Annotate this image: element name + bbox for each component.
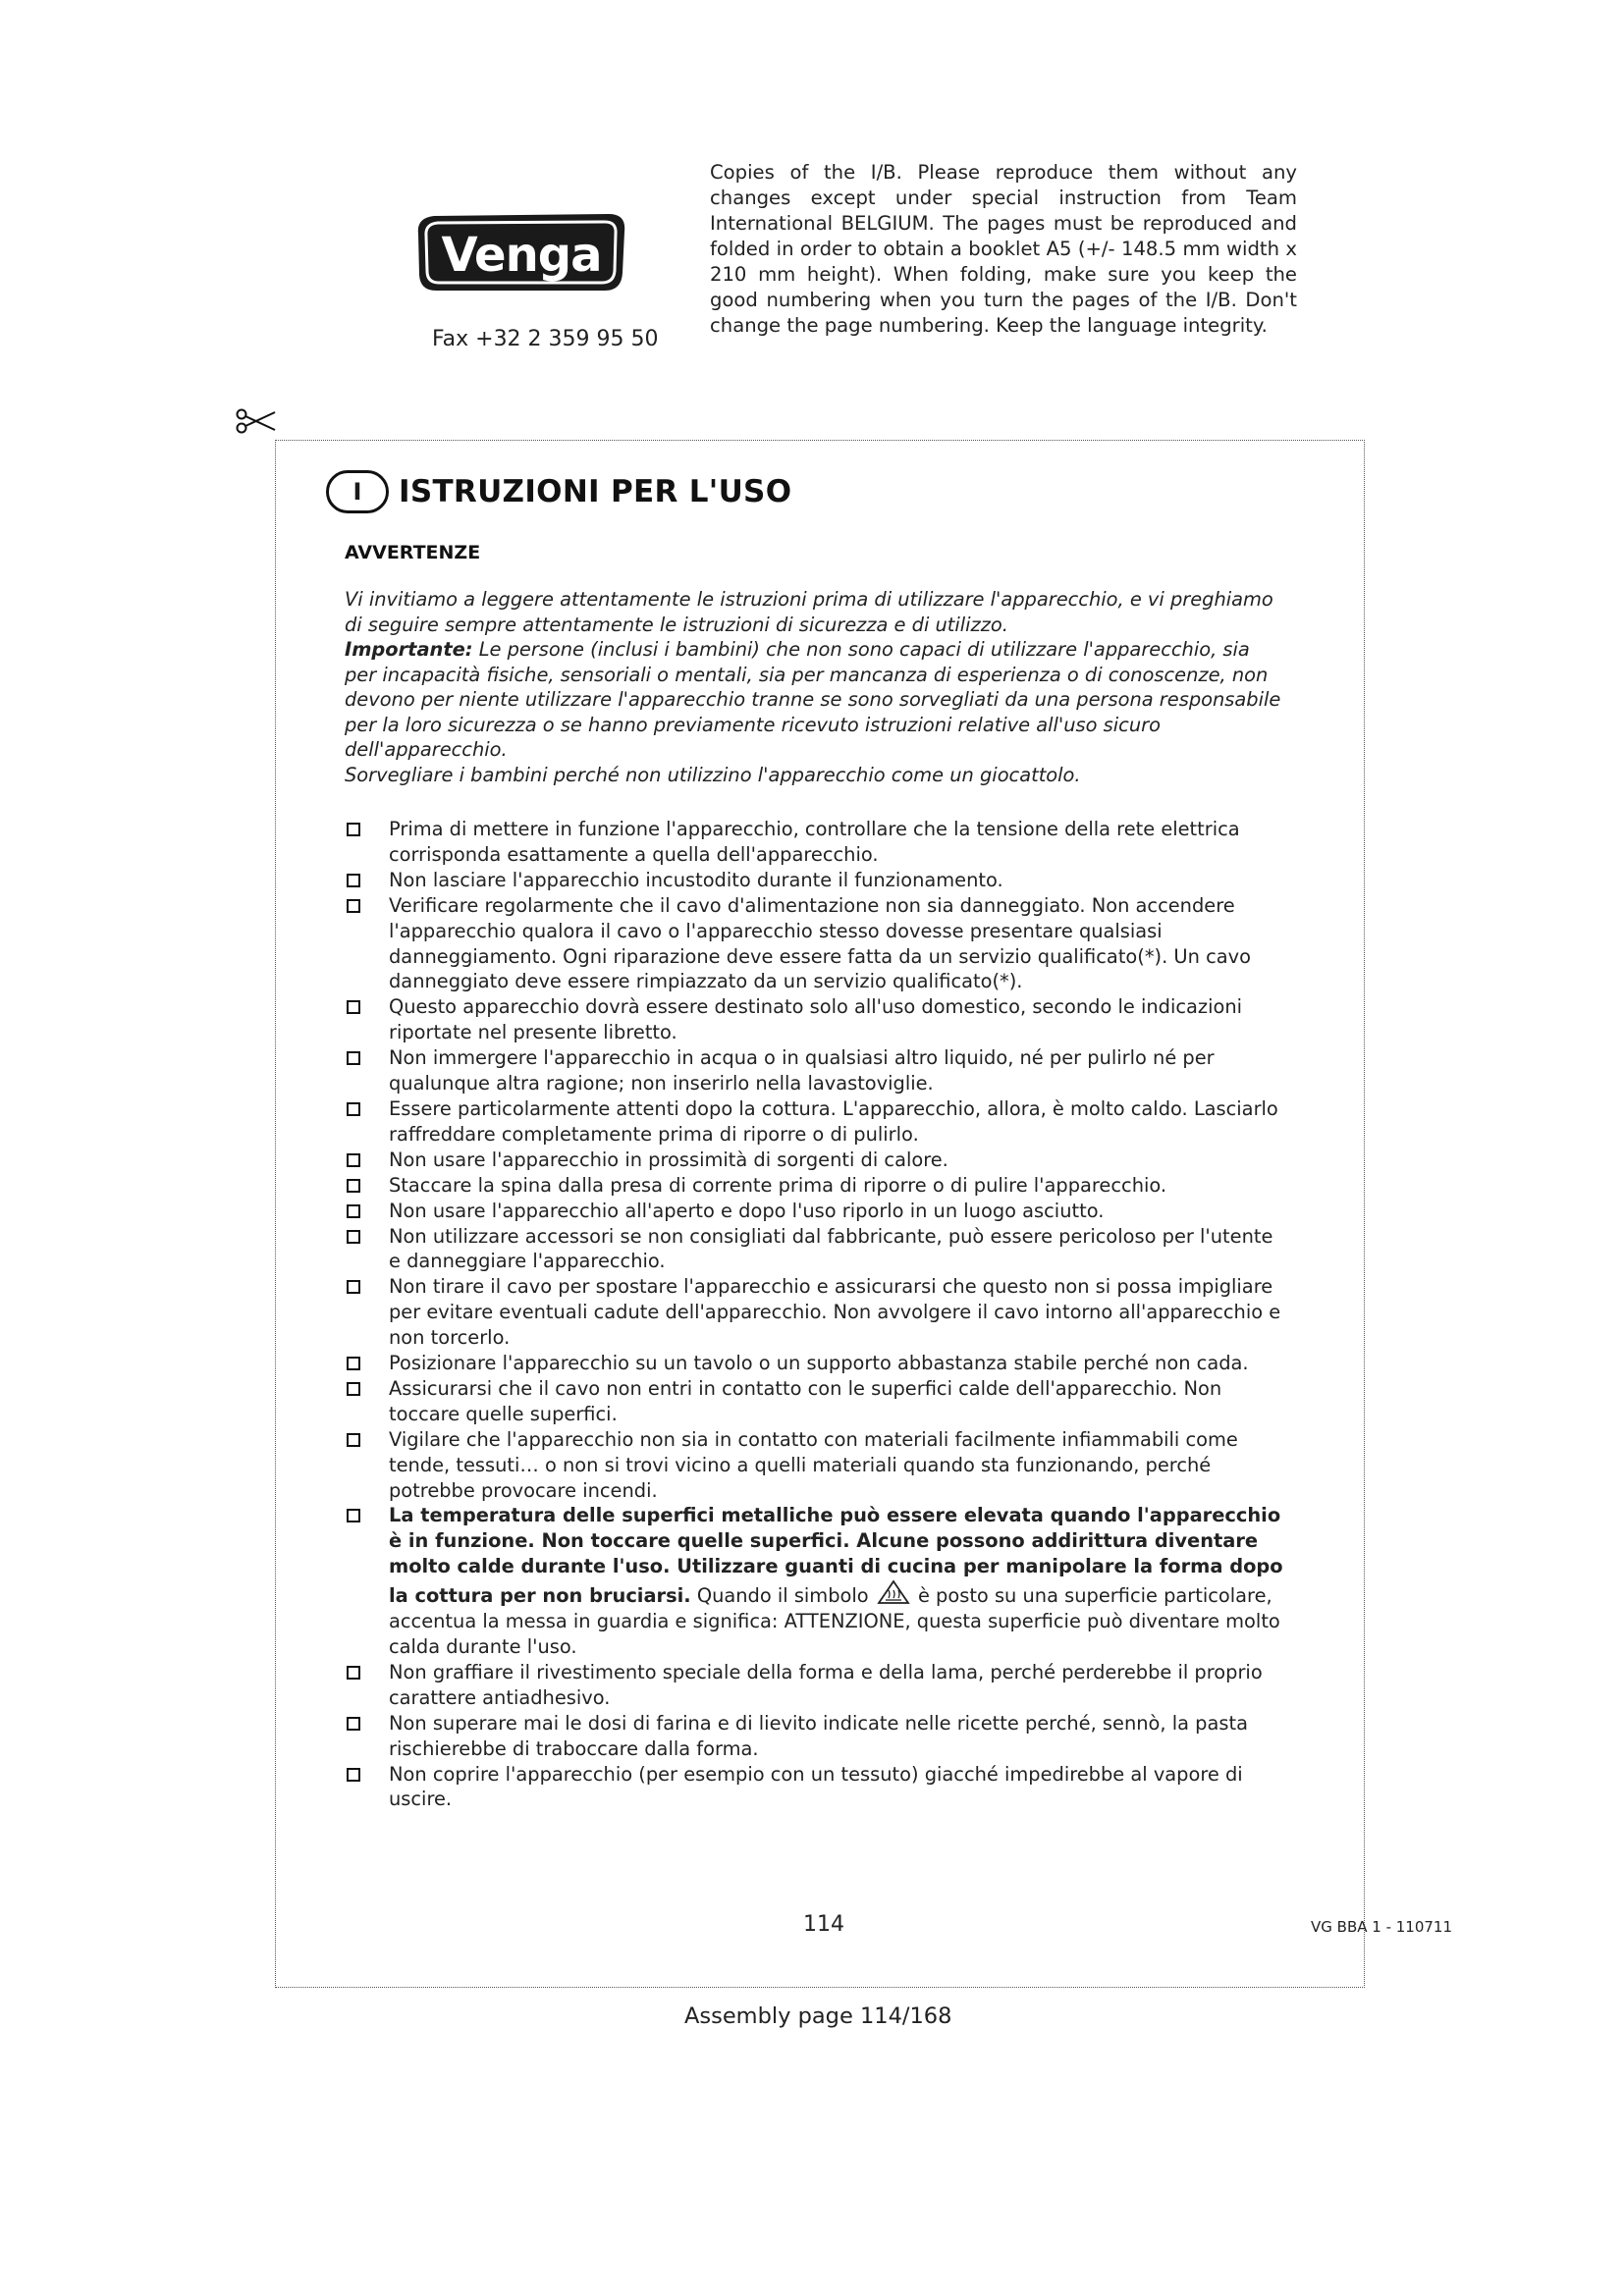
hot-surface-warning [345, 1503, 1289, 1659]
hot-surface-text-b: è posto su una superficie particolare, accentua la messa in guardia e significa: ATTENZIONE, questa superficie può diventare molto calda durante l'uso. [389, 1584, 1280, 1658]
warnings-list [345, 817, 1289, 1812]
print-instructions: Copies of the I/B. Please reproduce them without any changes except under special instruction from Team International BELGIUM. The pages must be reproduced and folded in order to obtain a booklet A5 (+/- 148.5 mm width x 210 mm height). When folding, make sure you keep the good numbering when you turn the pages of the I/B. Don't change the page numbering. Keep the language integrity. [710, 161, 1297, 337]
hot-surface-bold-text: La temperatura delle superfici metalliche può essere elevata quando l'apparecchio è in funzione. Non toccare quelle superfici. Alcune possono addirittura diventare molto calde durante l'uso. Utilizzare guanti di cucina per manipolare la forma dopo la cottura per non bruciarsi. [389, 1504, 1283, 1608]
list-item: Non usare l'apparecchio in prossimità di sorgenti di calore. [345, 1148, 1289, 1173]
list-item: Essere particolarmente attenti dopo la cottura. L'apparecchio, allora, è molto caldo. Lasciarlo raffreddare completamente prima di riporre o di pulirlo. [345, 1096, 1289, 1148]
list-item: Questo apparecchio dovrà essere destinato solo all'uso domestico, secondo le indicazioni riportate nel presente libretto. [345, 994, 1289, 1045]
list-item: Non utilizzare accessori se non consigliati dal fabbricante, può essere pericoloso per l'utente e danneggiare l'apparecchio. [345, 1224, 1289, 1275]
venga-logo [412, 204, 630, 298]
document-code: VG BBA 1 - 110711 [1311, 1918, 1453, 1936]
list-item: Non graffiare il rivestimento speciale della forma e della lama, perché perderebbe il proprio carattere antiadhesivo. [345, 1660, 1289, 1711]
list-item: Non usare l'apparecchio all'aperto e dopo l'uso riporlo in un luogo asciutto. [345, 1199, 1289, 1224]
intro-text [345, 587, 1287, 787]
list-item: Vigilare che l'apparecchio non sia in contatto con materiali facilmente infiammabili come tende, tessuti… o non si trovi vicino a quelli materiali quando sta funzionando, perché potrebbe provocare incendi. [345, 1427, 1289, 1504]
list-item: Non lasciare l'apparecchio incustodito durante il funzionamento. [345, 868, 1289, 893]
section-header [326, 468, 791, 515]
country-code-badge: I [326, 470, 389, 513]
list-item: Staccare la spina dalla presa di corrente prima di riporre o di pulire l'apparecchio. [345, 1173, 1289, 1199]
list-item: Non superare mai le dosi di farina e di lievito indicate nelle ricette perché, sennò, la pasta rischierebbe di traboccare dalla forma. [345, 1711, 1289, 1762]
page-number: 114 [803, 1912, 844, 1937]
section-title: ISTRUZIONI PER L'USO [399, 474, 792, 509]
list-item: Posizionare l'apparecchio su un tavolo o un supporto abbastanza stabile perché non cada. [345, 1351, 1289, 1376]
list-item: Prima di mettere in funzione l'apparecchio, controllare che la tensione della rete elettrica corrisponda esattamente a quella dell'apparecchio. [345, 817, 1289, 868]
intro-paragraph: Vi invitiamo a leggere attentamente le istruzioni prima di utilizzare l'apparecchio, e vi preghiamo di seguire sempre attentamente le istruzioni di sicurezza e di utilizzo. [345, 588, 1273, 636]
supervision-paragraph: Sorvegliare i bambini perché non utilizzino l'apparecchio come un giocattolo. [345, 763, 1081, 786]
fax-number: Fax +32 2 359 95 50 [432, 327, 659, 351]
assembly-page-label: Assembly page 114/168 [684, 2003, 952, 2029]
svg-text:Venga: Venga [441, 228, 602, 283]
list-item: Non coprire l'apparecchio (per esempio con un tessuto) giacché impedirebbe al vapore di uscire. [345, 1762, 1289, 1813]
list-item: Verificare regolarmente che il cavo d'alimentazione non sia danneggiato. Non accendere l'apparecchio qualora il cavo o l'apparecchio stesso dovesse presentare qualsiasi danneggiamento. Ogni riparazione deve essere fatta da un servizio qualificato(*). Un cavo danneggiato deve essere rimpiazzato da un servizio qualificato(*). [345, 893, 1289, 995]
list-item: Non immergere l'apparecchio in acqua o in qualsiasi altro liquido, né per pulirlo né per qualunque altra ragione; non inserirlo nella lavastoviglie. [345, 1045, 1289, 1096]
hot-surface-warning-icon [877, 1579, 910, 1605]
scissors-icon [236, 406, 277, 436]
important-label: Importante: [345, 638, 473, 661]
list-item: Assicurarsi che il cavo non entri in contatto con le superfici calde dell'apparecchio. Non toccare quelle superfici. [345, 1376, 1289, 1427]
hot-surface-text-a: Quando il simbolo [690, 1584, 875, 1608]
important-paragraph [345, 637, 1287, 763]
list-item: Non tirare il cavo per spostare l'apparecchio e assicurarsi che questo non si possa impigliare per evitare eventuali cadute dell'apparecchio. Non avvolgere il cavo intorno all'apparecchio e non torcerlo. [345, 1274, 1289, 1351]
important-text: Le persone (inclusi i bambini) che non sono capaci di utilizzare l'apparecchio, sia per incapacità fisiche, sensoriali o mentali, sia per mancanza di esperienza o di conoscenze, non devono per niente utilizzare l'apparecchio tranne se sono sorvegliati da una persona responsabile per la loro sicurezza o se hanno previamente ricevuto istruzioni relative all'uso sicuro dell'apparecchio. [345, 638, 1281, 761]
subheading: AVVERTENZE [345, 542, 481, 563]
